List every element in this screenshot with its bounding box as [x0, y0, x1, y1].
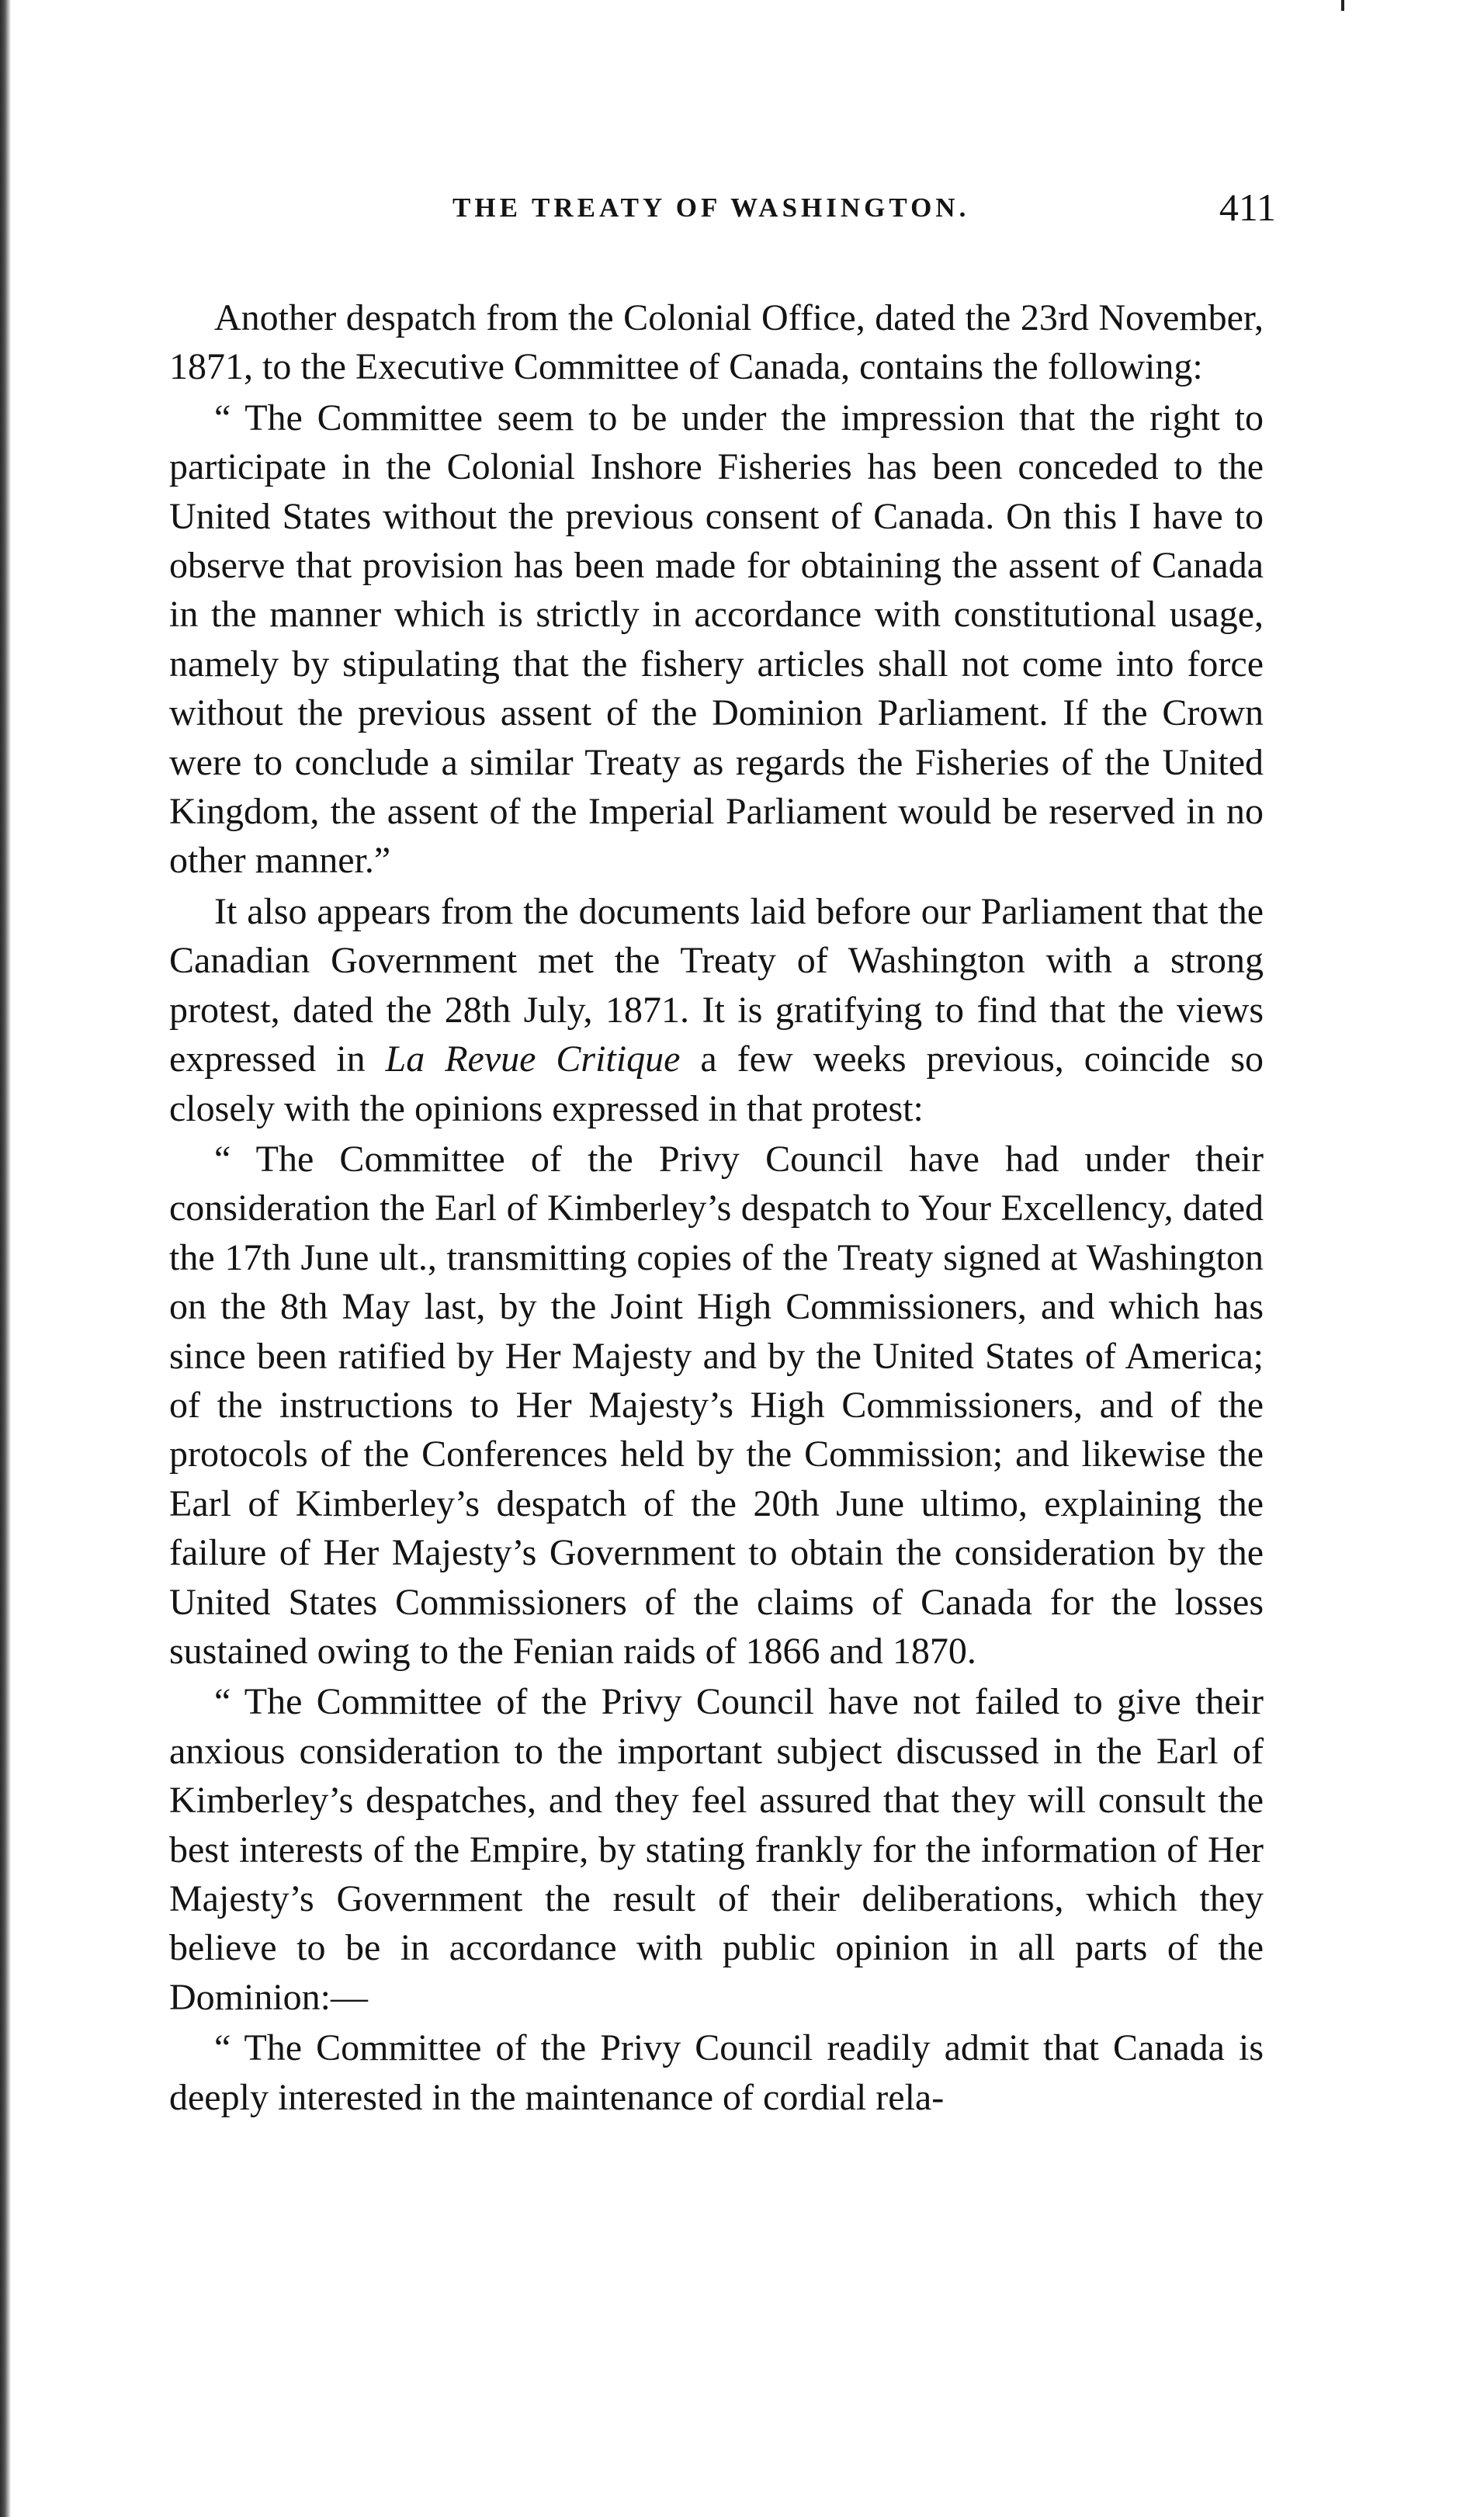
paragraph-protest-intro: It also appears from the documents laid before our Parliament that the Canadian Government met the Treaty of Washington with a strong protest, dated the 28th July, 1871. It is gratifying to find that the views expressed in La Revue Critique a few weeks previous, coincide so closely with the opinions expressed in that protest: — [169, 890, 1273, 1129]
paragraph-quote-privy-council-2: “ The Committee of the Privy Council have not failed to give their anxious consideration to the important subject discussed in the Earl of Kimberley’s despatches, and they feel assured that they will consult the best interests of the Empire, by stating frankly for the information of Her Majesty’s Government the result of their deliberations, which they believe to be in accordance with public opinion in all parts of the Dominion:— — [169, 1681, 1273, 2018]
page-number: 411 — [1219, 185, 1276, 229]
running-title: THE TREATY OF WASHINGTON. — [452, 192, 970, 223]
scan-binding-edge — [0, 0, 11, 2517]
journal-title: La Revue Critique — [385, 1038, 681, 1080]
paragraph-quote-privy-council-1: “ The Committee of the Privy Council have had under their consideration the Earl of Kimberley’s despatch to Your Excellency, dated the 17th June ult., transmitting copies of the Treaty signed at Washington on the 8th May last, by the Joint High Commissioners, and which has since been ratified by Her Majesty and by the United States of America; of the instructions to Her Majesty’s High Commissioners, and of the protocols of the Conferences held by the Commission; and likewise the Earl of Kimberley’s despatch of the 20th June ultimo, explaining the failure of Her Majesty’s Government to obtain the consideration by the United States Commissioners of the claims of Canada for the losses sustained owing to the Fenian raids of 1866 and 1870. — [169, 1138, 1273, 1672]
paragraph-quote-fisheries: “ The Committee seem to be under the impression that the right to participate in the Colonial Inshore Fisheries has been conceded to the United States without the previous consent of Canada. On this I have to observe that provision has been made for obtaining the assent of Canada in the manner which is strictly in accordance with constitutional usage, namely by stipulating that the fishery articles shall not come into force without the previous assent of the Dominion Parliament. If the Crown were to conclude a similar Treaty as regards the Fisheries of the United Kingdom, the assent of the Imperial Parliament would be reserved in no other manner.” — [169, 397, 1273, 882]
paragraph-quote-privy-council-3: “ The Committee of the Privy Council readily admit that Canada is deeply interested in the maintenance of cordial rela- — [169, 2027, 1273, 2118]
scan-speck — [1341, 0, 1344, 11]
paragraph-despatch-intro: Another despatch from the Colonial Office, dated the 23rd November, 1871, to the Executive Committee of Canada, contains the following: — [169, 297, 1273, 388]
running-head — [169, 185, 1276, 247]
book-page — [169, 185, 1276, 2124]
body-text — [169, 293, 1273, 2122]
